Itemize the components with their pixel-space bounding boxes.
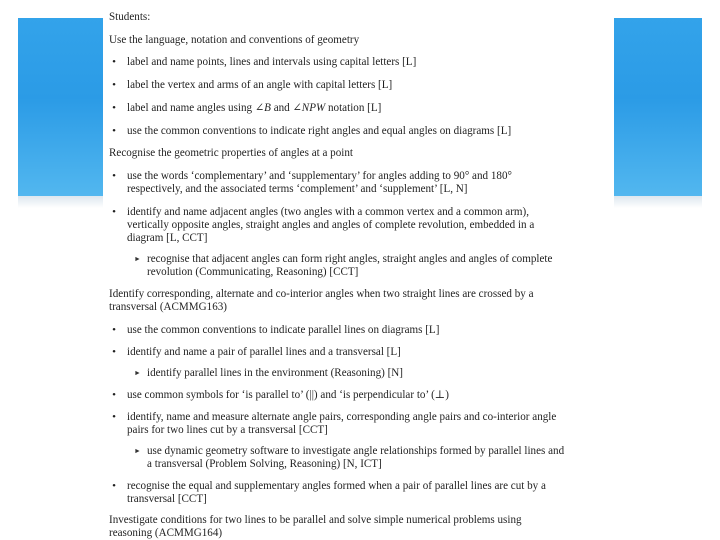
sub-bullet-item-line: recognise that adjacent angles can form right angles, straight angles and angles of complete [147,253,553,265]
bullet-marker: • [112,389,116,401]
section-heading-conditions-cont: reasoning (ACMMG164) [109,527,223,539]
sub-bullet-item: identify parallel lines in the environment (Reasoning) [N] [147,367,404,379]
bullet-item-text: label and name angles using [127,102,255,114]
bullet-marker: • [112,125,116,137]
bullet-marker: • [112,324,116,336]
bullet-item-line: identify and name adjacent angles (two angles with a common vertex and a common arm), [127,206,530,218]
bullet-item-line: vertically opposite angles, straight angles and angles of complete revolution, embedded in a [127,219,535,231]
left-accent-reflection [18,196,110,208]
bullet-item-line: transversal [CCT] [127,493,207,505]
sub-bullet-item-line: a transversal (Problem Solving, Reasoning) [N, ICT] [147,458,382,470]
bullet-marker: • [112,79,116,91]
bullet-marker: • [112,480,116,492]
bullet-item: use the common conventions to indicate parallel lines on diagrams [L] [127,324,440,336]
bullet-item: label and name points, lines and intervals using capital letters [L] [127,56,417,68]
bullet-item-line: diagram [L, CCT] [127,232,208,244]
section-heading-angles-point: Recognise the geometric properties of angles at a point [109,147,353,159]
sub-bullet-marker: ► [134,255,141,263]
right-accent-reflection [614,196,702,208]
sub-bullet-item-line: use dynamic geometry software to investigate angle relationships formed by parallel lines and [147,445,565,457]
right-blue-accent [614,18,702,196]
section-heading-language: Use the language, notation and conventions of geometry [109,34,360,46]
section-heading-transversal-cont: transversal (ACMMG163) [109,301,228,313]
students-heading: Students: [109,11,151,23]
bullet-item-line: respectively, and the associated terms ‘complement’ and ‘supplement’ [L, N] [127,183,468,195]
bullet-marker: • [112,56,116,68]
bullet-item-text: and [270,102,293,114]
bullet-item: use the common conventions to indicate right angles and equal angles on diagrams [L] [127,125,512,137]
angle-notation: ∠B [254,102,271,114]
sub-bullet-marker: ► [134,447,141,455]
bullet-item: label the vertex and arms of an angle with capital letters [L] [127,79,393,91]
bullet-item [127,102,603,115]
bullet-item-text: notation [L] [325,102,382,114]
bullet-marker: • [112,170,116,182]
bullet-item-line: use the words ‘complementary’ and ‘supplementary’ for angles adding to 90° and 180° [127,170,512,182]
bullet-marker: • [112,346,116,358]
sub-bullet-item-line: revolution (Communicating, Reasoning) [CCT] [147,266,359,278]
bullet-item-line: pairs for two lines cut by a transversal [CCT] [127,424,328,436]
left-blue-accent [18,18,110,196]
angle-notation: ∠NPW [292,102,326,114]
bullet-item: use common symbols for ‘is parallel to’ (||) and ‘is perpendicular to’ (⊥) [127,389,449,401]
section-heading-transversal: Identify corresponding, alternate and co-interior angles when two straight lines are crossed by a [109,288,534,300]
section-heading-conditions: Investigate conditions for two lines to be parallel and solve simple numerical problems using [109,514,522,526]
syllabus-document [103,8,611,538]
bullet-item: identify and name a pair of parallel lines and a transversal [L] [127,346,401,358]
bullet-item-line: recognise the equal and supplementary angles formed when a pair of parallel lines are cut by a [127,480,546,492]
sub-bullet-marker: ► [134,369,141,377]
bullet-marker: • [112,206,116,218]
bullet-item-line: identify, name and measure alternate angle pairs, corresponding angle pairs and co-interior angle [127,411,557,423]
bullet-marker: • [112,102,116,114]
bullet-marker: • [112,411,116,423]
